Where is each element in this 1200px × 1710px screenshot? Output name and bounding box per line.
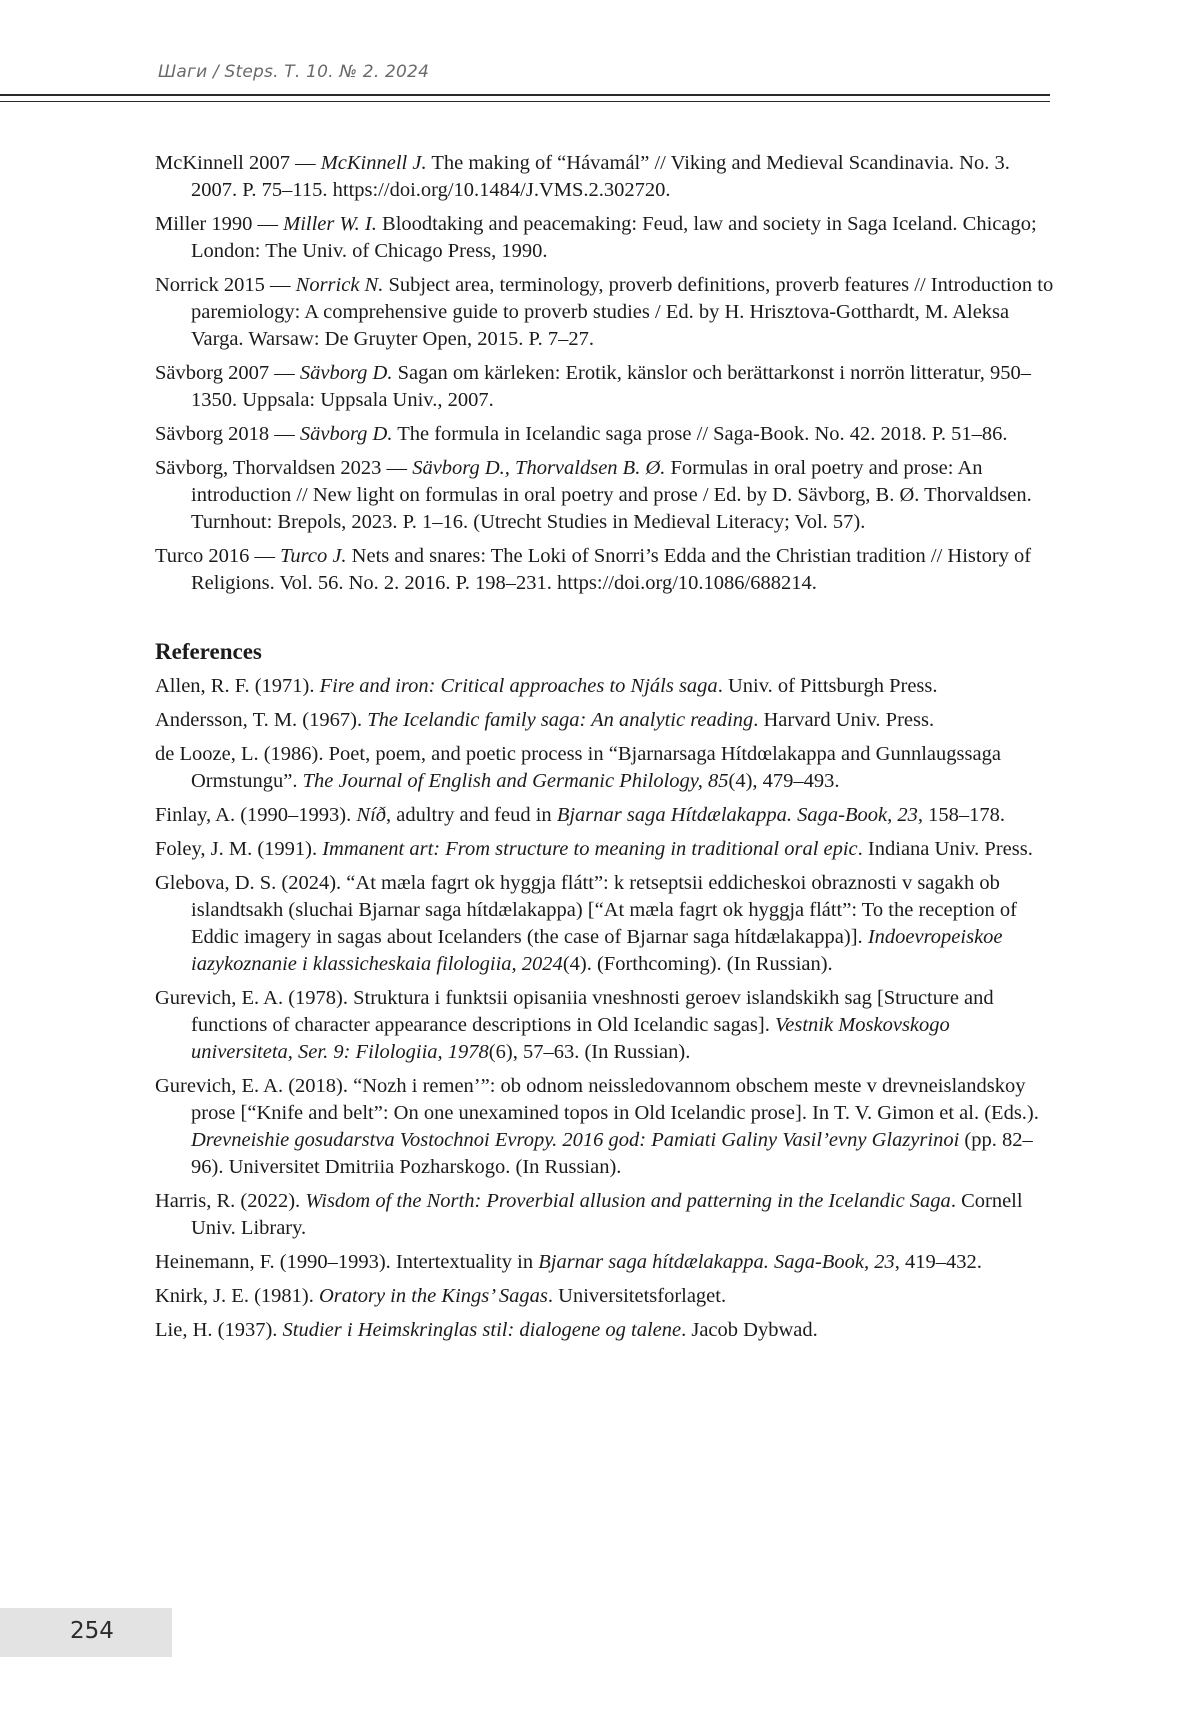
ref-entry-allen-1971: Allen, R. F. (1971). Fire and iron: Critical approaches to Njáls saga. Univ. of Pittsburgh Press. bbox=[155, 673, 1055, 700]
bib-entry-miller-1990: Miller 1990 — Miller W. I. Bloodtaking and peacemaking: Feud, law and society in Saga Iceland. Chicago; London: The Univ. of Chicago Press, 1990. bbox=[155, 211, 1055, 265]
ref-entry-foley-1991: Foley, J. M. (1991). Immanent art: From structure to meaning in traditional oral epic. Indiana Univ. Press. bbox=[155, 836, 1055, 863]
ref-entry-heinemann-1990: Heinemann, F. (1990–1993). Intertextuality in Bjarnar saga hítdælakappa. Saga-Book, 23, 419–432. bbox=[155, 1249, 1055, 1276]
ref-entry-gurevich-2018: Gurevich, E. A. (2018). “Nozh i remen’”: ob odnom neissledovannom obschem meste v drevneislandskoy prose [“Knife and belt”: On one unexamined topos in Old Icelandic prose]. In T. V. Gimon et al. (Eds.). Drevneishie gosudarstva Vostochnoi Evropy. 2016 god: Pamiati Galiny Vasil’evny Glazyrinoi (pp. 82–96). Universitet Dmitriia Pozharskogo. (In Russian). bbox=[155, 1073, 1055, 1181]
header-rule-thick bbox=[0, 94, 1050, 96]
ref-entry-delooze-1986: de Looze, L. (1986). Poet, poem, and poetic process in “Bjarnarsaga Hítdœlakappa and Gunnlaugssaga Ormstungu”. The Journal of English and Germanic Philology, 85(4), 479–493. bbox=[155, 741, 1055, 795]
page-number-box bbox=[0, 1608, 172, 1657]
ref-entry-gurevich-1978: Gurevich, E. A. (1978). Struktura i funktsii opisaniia vneshnosti geroev islandskikh sag [Structure and functions of character appearance descriptions in Old Icelandic sagas]. Vestnik Moskovskogo universiteta, Ser. 9: Filologiia, 1978(6), 57–63. (In Russian). bbox=[155, 985, 1055, 1066]
ref-entry-andersson-1967: Andersson, T. M. (1967). The Icelandic family saga: An analytic reading. Harvard Univ. Press. bbox=[155, 707, 1055, 734]
bibliography-list bbox=[155, 150, 1055, 597]
page-body bbox=[155, 150, 1055, 1351]
ref-entry-finlay-1990: Finlay, A. (1990–1993). Níð, adultry and feud in Bjarnar saga Hítdælakappa. Saga-Book, 23, 158–178. bbox=[155, 802, 1055, 829]
ref-entry-knirk-1981: Knirk, J. E. (1981). Oratory in the Kings’ Sagas. Universitetsforlaget. bbox=[155, 1283, 1055, 1310]
ref-entry-lie-1937: Lie, H. (1937). Studier i Heimskringlas stil: dialogene og talene. Jacob Dybwad. bbox=[155, 1317, 1055, 1344]
bib-entry-savborg-2018: Sävborg 2018 — Sävborg D. The formula in Icelandic saga prose // Saga-Book. No. 42. 2018. P. 51–86. bbox=[155, 421, 1055, 448]
bib-entry-savborg-2007: Sävborg 2007 — Sävborg D. Sagan om kärleken: Erotik, känslor och berättarkonst i norrön litteratur, 950–1350. Uppsala: Uppsala Univ., 2007. bbox=[155, 360, 1055, 414]
ref-entry-glebova-2024: Glebova, D. S. (2024). “At mæla fagrt ok hyggja flátt”: k retseptsii eddicheskoi obraznosti v sagakh ob islandtsakh (sluchai Bjarnar saga hítdælakappa) [“At mæla fagrt ok hyggja flátt”: To the reception of Eddic imagery in sagas about Icelanders (the case of Bjarnar saga hítdælakappa)]. Indoevropeiskoe iazykoznanie i klassicheskaia filologiia, 2024(4). (Forthcoming). (In Russian). bbox=[155, 870, 1055, 978]
bib-entry-savborg-thorvaldsen-2023: Sävborg, Thorvaldsen 2023 — Sävborg D., Thorvaldsen B. Ø. Formulas in oral poetry and prose: An introduction // New light on formulas in oral poetry and prose / Ed. by D. Sävborg, B. Ø. Thorvaldsen. Turnhout: Brepols, 2023. P. 1–16. (Utrecht Studies in Medieval Literacy; Vol. 57). bbox=[155, 455, 1055, 536]
header-rule-thin bbox=[0, 101, 1050, 102]
references-heading: References bbox=[155, 639, 1055, 665]
bib-entry-mckinnell-2007: McKinnell 2007 — McKinnell J. The making of “Hávamál” // Viking and Medieval Scandinavia. No. 3. 2007. P. 75–115. https://doi.org/10.1484/J.VMS.2.302720. bbox=[155, 150, 1055, 204]
bib-entry-turco-2016: Turco 2016 — Turco J. Nets and snares: The Loki of Snorri’s Edda and the Christian tradition // History of Religions. Vol. 56. No. 2. 2016. P. 198–231. https://doi.org/10.1086/688214. bbox=[155, 543, 1055, 597]
page-number: 254 bbox=[70, 1618, 114, 1644]
references-list bbox=[155, 673, 1055, 1344]
ref-entry-harris-2022: Harris, R. (2022). Wisdom of the North: Proverbial allusion and patterning in the Icelandic Saga. Cornell Univ. Library. bbox=[155, 1188, 1055, 1242]
running-header: Шаги / Steps. Т. 10. № 2. 2024 bbox=[158, 62, 429, 82]
bib-entry-norrick-2015: Norrick 2015 — Norrick N. Subject area, terminology, proverb definitions, proverb features // Introduction to paremiology: A comprehensive guide to proverb studies / Ed. by H. Hrisztova-Gotthardt, M. Aleksa Varga. Warsaw: De Gruyter Open, 2015. P. 7–27. bbox=[155, 272, 1055, 353]
